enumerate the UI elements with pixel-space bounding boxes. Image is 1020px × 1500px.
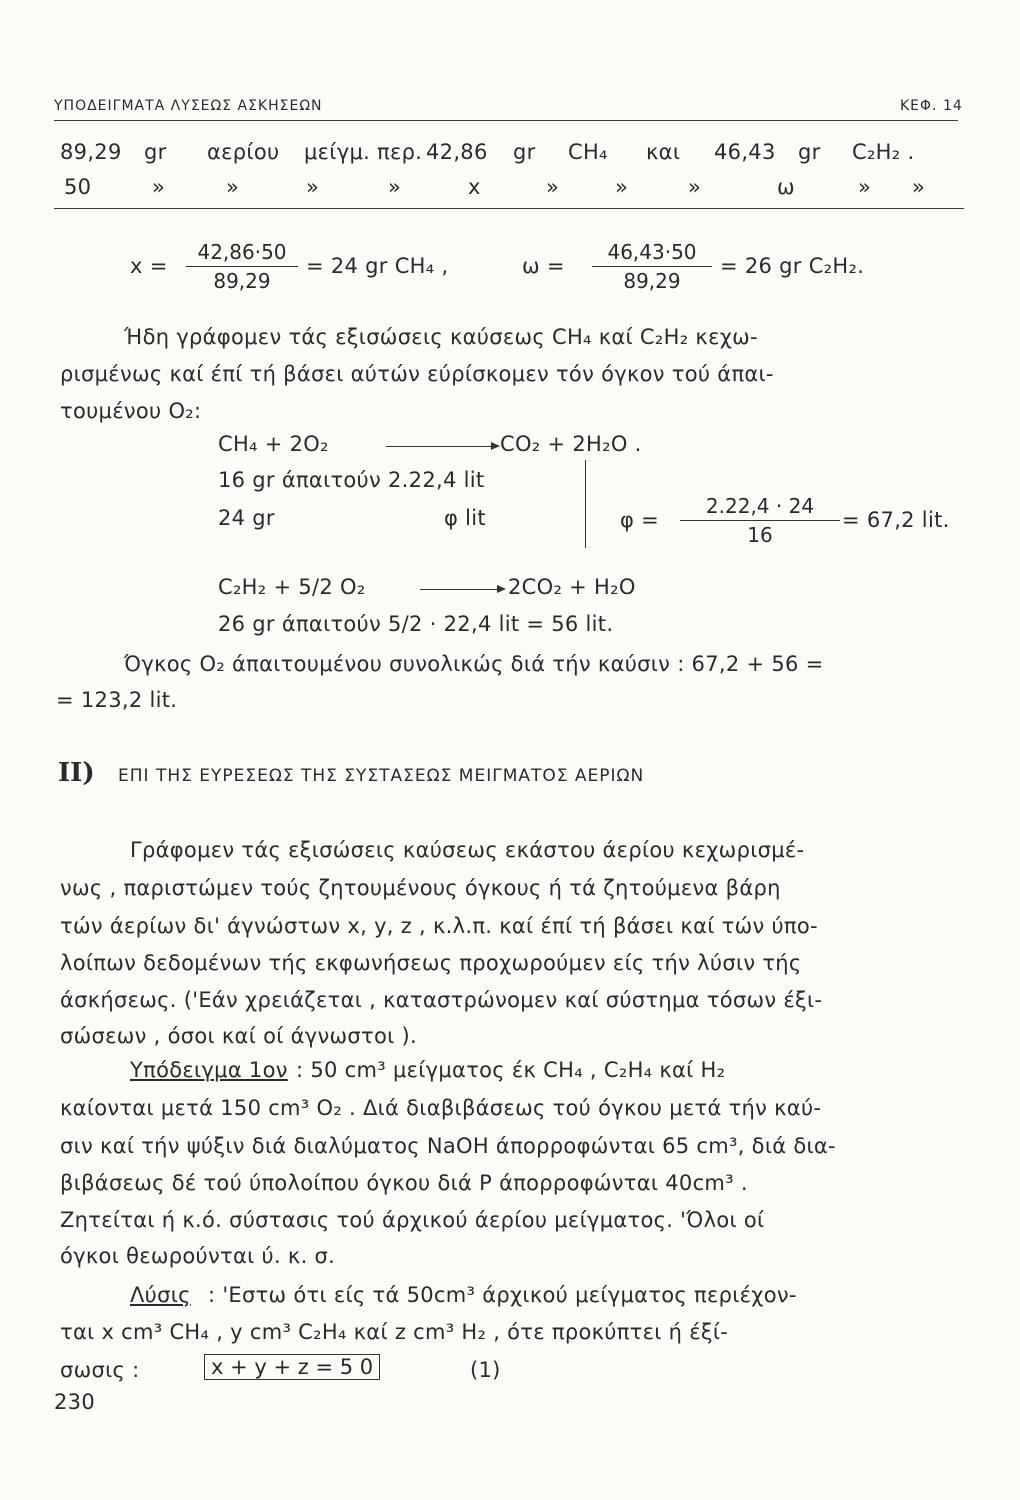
reaction1-row2-mass: 24 gr [218,506,275,530]
w-numerator: 46,43·50 [592,240,712,267]
example-line2: καίονται μετά 150 cm³ O₂ . Διά διαβιβάσεως τού όγκου μετά τήν καύ- [60,1096,822,1120]
table-rule [54,208,964,209]
prop-r2-c8: » [615,175,629,199]
prop-r2-c9: » [688,175,702,199]
phi-lhs: φ = [620,508,660,532]
x-fraction [186,240,298,293]
prop-r2-c12: » [912,175,926,199]
w-result: = 26 gr C₂H₂. [720,254,865,278]
prop-r1-c11: C₂H₂ . [852,140,915,164]
para2-line1: Γράφομεν τάς εξισώσεις καύσεως εκάστου άερίου κεχωρισμέ- [130,838,805,862]
para2-line2: νως , παριστώμεν τούς ζητουμένους όγκους ή τά ζητούμενα βάρη [60,876,781,900]
reaction2-rhs: 2CO₂ + H₂O [508,575,636,599]
prop-r1-c6: gr [513,140,536,164]
example-line1: : 50 cm³ μείγματος έκ CH₄ , C₂H₄ καί H₂ [296,1058,726,1082]
chapter-label: ΚΕΦ. 14 [900,98,963,114]
para2-line5: άσκήσεως. ('Εάν χρειάζεται , καταστρώνομεν καί σύστημα τόσων έξι- [60,988,823,1012]
prop-r2-c11: » [858,175,872,199]
solution-label: Λύσις [130,1283,191,1307]
reaction2-arrow [420,589,504,590]
reaction2-lhs: C₂H₂ + 5/2 O₂ [218,575,366,599]
example-line4: βιβάσεως δέ τού ύπολοίπου όγκου διά P άπορροφώνται 40cm³ . [60,1171,748,1195]
total-line1: Όγκος O₂ άπαιτουμένου συνολικώς διά τήν καύσιν : 67,2 + 56 = [124,652,824,676]
prop-r2-c7: » [546,175,560,199]
prop-r1-c1: 89,29 [60,140,122,164]
reaction1-row2-vol: φ lit [444,506,486,530]
phi-denominator: 16 [747,523,773,547]
reaction1-lhs: CH₄ + 2O₂ [218,432,329,456]
total-line2: = 123,2 lit. [56,688,178,712]
solution-line2: ται x cm³ CH₄ , y cm³ C₂H₄ καί z cm³ H₂ , ότε προκύπτει ή έξί- [60,1320,729,1344]
w-denominator: 89,29 [623,269,681,293]
running-header-title: ΥΠΟΔΕΙΓΜΑΤΑ ΛΥΣΕΩΣ ΑΣΚΗΣΕΩΝ [54,98,323,114]
example-label: Υπόδειγμα 1ον [130,1058,288,1082]
prop-r2-c4: » [306,175,320,199]
solution-line3: σωσις : [60,1358,140,1382]
prop-r2-c5: » [388,175,402,199]
reaction1-rhs: CO₂ + 2H₂O . [500,432,642,456]
reaction1-arrow [386,446,498,447]
para1-line2: ρισμένως καί έπί τή βάσει αύτών εύρίσκομεν τόν όγκον τού άπαι- [60,362,774,386]
prop-r1-c8: και [646,140,681,164]
prop-r1-c4: μείγμ. περ. [304,140,423,164]
example-line5: Ζητείται ή κ.ό. σύστασις τού άρχικού άερίου μείγματος. 'Όλοι οί [60,1208,765,1232]
prop-r1-c9: 46,43 [714,140,776,164]
example-line3: σιν καί τήν ψύξιν διά διαλύματος NaOH άπορροφώνται 65 cm³, διά δια- [60,1134,836,1158]
divider-line [585,460,586,548]
para1-line3: τουμένου O₂: [60,399,202,423]
x-lhs: x = [130,254,168,278]
prop-r1-c5: 42,86 [426,140,488,164]
equation-number: (1) [470,1358,501,1382]
w-lhs: ω = [522,254,565,278]
x-result: = 24 gr CH₄ , [306,254,449,278]
x-numerator: 42,86·50 [186,240,298,267]
para1-line1: Ήδη γράφομεν τάς εξισώσεις καύσεως CH₄ καί C₂H₂ κεχω- [124,325,758,349]
prop-r1-c7: CH₄ [568,140,608,164]
prop-r2-c2: » [152,175,166,199]
prop-r2-c10: ω [777,175,795,199]
reaction1-row1: 16 gr άπαιτούν 2.22,4 lit [218,468,485,492]
x-denominator: 89,29 [213,269,271,293]
prop-r2-c3: » [226,175,240,199]
phi-numerator: 2.22,4 · 24 [680,494,840,521]
para2-line4: λοίπων δεδομένων τής εκφωνήσεως προχωρούμεν είς τήν λύσιν τής [60,951,802,975]
para2-line3: τών άερίων δι' άγνώστων x, y, z , κ.λ.π. καί έπί τή βάσει καί τών ύπο- [60,914,818,938]
header-rule [54,120,958,121]
prop-r1-c10: gr [798,140,821,164]
solution-line1: : 'Εστω ότι είς τά 50cm³ άρχικού μείγματος περιέχον- [208,1283,797,1307]
prop-r1-c2: gr [144,140,167,164]
boxed-equation: x + y + z = 5 0 [204,1354,380,1380]
prop-r1-c3: αερίου [207,140,280,164]
phi-result: = 67,2 lit. [842,508,950,532]
section-numeral: II) [58,758,95,788]
w-fraction [592,240,712,293]
reaction2-row1: 26 gr άπαιτούν 5/2 · 22,4 lit = 56 lit. [218,612,614,636]
section-title: ΕΠΙ ΤΗΣ ΕΥΡΕΣΕΩΣ ΤΗΣ ΣΥΣΤΑΣΕΩΣ ΜΕΙΓΜΑΤΟΣ ΑΕΡΙΩΝ [118,766,645,786]
example-line6: όγκοι θεωρούνται ύ. κ. σ. [60,1244,336,1268]
prop-r2-c6: x [468,175,481,199]
prop-r2-c1: 50 [64,175,92,199]
phi-fraction [680,494,840,547]
para2-line6: σώσεων , όσοι καί οί άγνωστοι ). [60,1024,417,1048]
page-number: 230 [54,1390,95,1414]
